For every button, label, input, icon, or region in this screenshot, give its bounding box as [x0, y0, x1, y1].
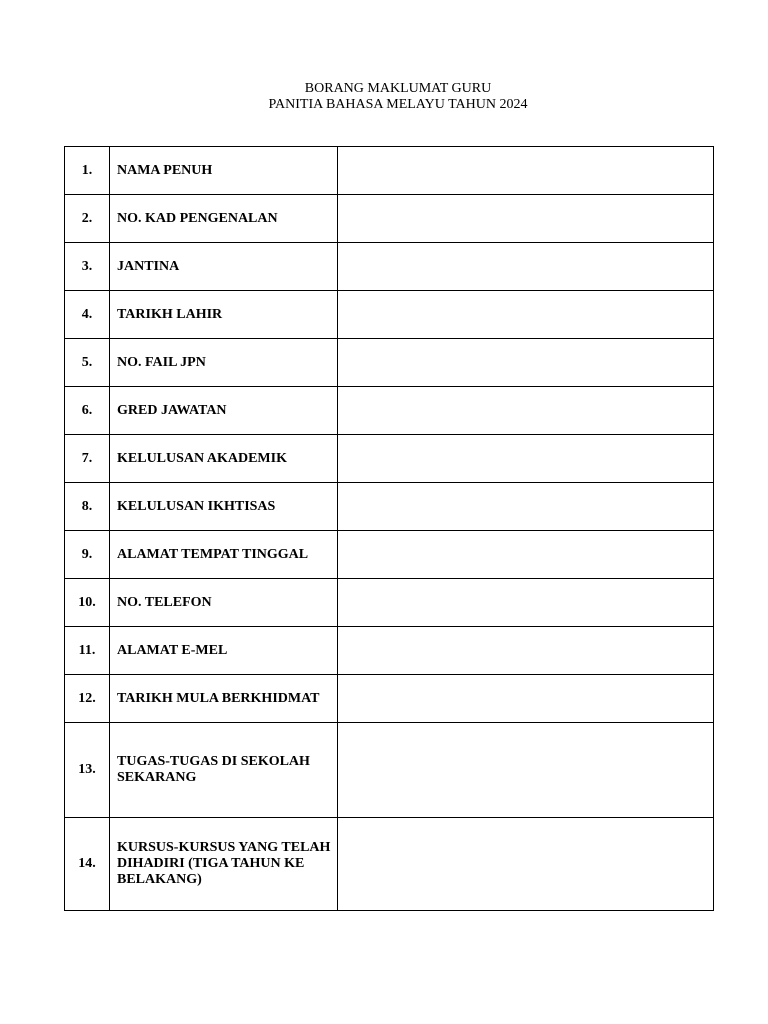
field-label-jantina: JANTINA [110, 243, 338, 291]
table-row-no-telefon [65, 579, 714, 627]
table-row-kursus-kursus [65, 818, 714, 911]
field-label-tarikh-lahir: TARIKH LAHIR [110, 291, 338, 339]
field-label-gred-jawatan: GRED JAWATAN [110, 387, 338, 435]
field-label-no-kad-pengenalan: NO. KAD PENGENALAN [110, 195, 338, 243]
table-row-kelulusan-akademik [65, 435, 714, 483]
field-value-alamat-tempat-tinggal[interactable] [338, 531, 714, 579]
field-label-no-telefon: NO. TELEFON [110, 579, 338, 627]
form-subtitle: PANITIA BAHASA MELAYU TAHUN 2024 [268, 97, 528, 112]
row-number: 4. [65, 291, 110, 339]
field-label-alamat-e-mel: ALAMAT E-MEL [110, 627, 338, 675]
field-value-tugas-tugas[interactable] [338, 723, 714, 818]
table-row-jantina [65, 243, 714, 291]
field-label-kelulusan-akademik: KELULUSAN AKADEMIK [110, 435, 338, 483]
table-row-tarikh-mula-berkhidmat [65, 675, 714, 723]
field-value-tarikh-lahir[interactable] [338, 291, 714, 339]
row-number: 6. [65, 387, 110, 435]
table-row-tarikh-lahir [65, 291, 714, 339]
field-value-no-telefon[interactable] [338, 579, 714, 627]
row-number: 11. [65, 627, 110, 675]
table-row-no-kad-pengenalan [65, 195, 714, 243]
field-label-alamat-tempat-tinggal: ALAMAT TEMPAT TINGGAL [110, 531, 338, 579]
row-number: 13. [65, 723, 110, 818]
field-label-kelulusan-ikhtisas: KELULUSAN IKHTISAS [110, 483, 338, 531]
table-row-alamat-tempat-tinggal [65, 531, 714, 579]
field-value-kelulusan-akademik[interactable] [338, 435, 714, 483]
form-title: BORANG MAKLUMAT GURU [304, 81, 492, 96]
row-number: 9. [65, 531, 110, 579]
field-value-gred-jawatan[interactable] [338, 387, 714, 435]
form-header [0, 81, 768, 113]
field-value-nama-penuh[interactable] [338, 147, 714, 195]
field-value-jantina[interactable] [338, 243, 714, 291]
field-label-tarikh-mula-berkhidmat: TARIKH MULA BERKHIDMAT [110, 675, 338, 723]
field-label-kursus-kursus: KURSUS-KURSUS YANG TELAH DIHADIRI (TIGA TAHUN KE BELAKANG) [110, 818, 338, 911]
table-row-kelulusan-ikhtisas [65, 483, 714, 531]
table-row-nama-penuh [65, 147, 714, 195]
field-value-tarikh-mula-berkhidmat[interactable] [338, 675, 714, 723]
row-number: 8. [65, 483, 110, 531]
row-number: 10. [65, 579, 110, 627]
row-number: 12. [65, 675, 110, 723]
teacher-info-table [64, 146, 714, 911]
field-value-no-kad-pengenalan[interactable] [338, 195, 714, 243]
field-value-kursus-kursus[interactable] [338, 818, 714, 911]
field-value-kelulusan-ikhtisas[interactable] [338, 483, 714, 531]
field-label-tugas-tugas: TUGAS-TUGAS DI SEKOLAH SEKARANG [110, 723, 338, 818]
row-number: 3. [65, 243, 110, 291]
row-number: 5. [65, 339, 110, 387]
row-number: 14. [65, 818, 110, 911]
field-label-nama-penuh: NAMA PENUH [110, 147, 338, 195]
table-row-alamat-e-mel [65, 627, 714, 675]
field-label-no-fail-jpn: NO. FAIL JPN [110, 339, 338, 387]
row-number: 1. [65, 147, 110, 195]
field-value-alamat-e-mel[interactable] [338, 627, 714, 675]
row-number: 2. [65, 195, 110, 243]
table-row-no-fail-jpn [65, 339, 714, 387]
table-row-gred-jawatan [65, 387, 714, 435]
row-number: 7. [65, 435, 110, 483]
table-row-tugas-tugas [65, 723, 714, 818]
field-value-no-fail-jpn[interactable] [338, 339, 714, 387]
